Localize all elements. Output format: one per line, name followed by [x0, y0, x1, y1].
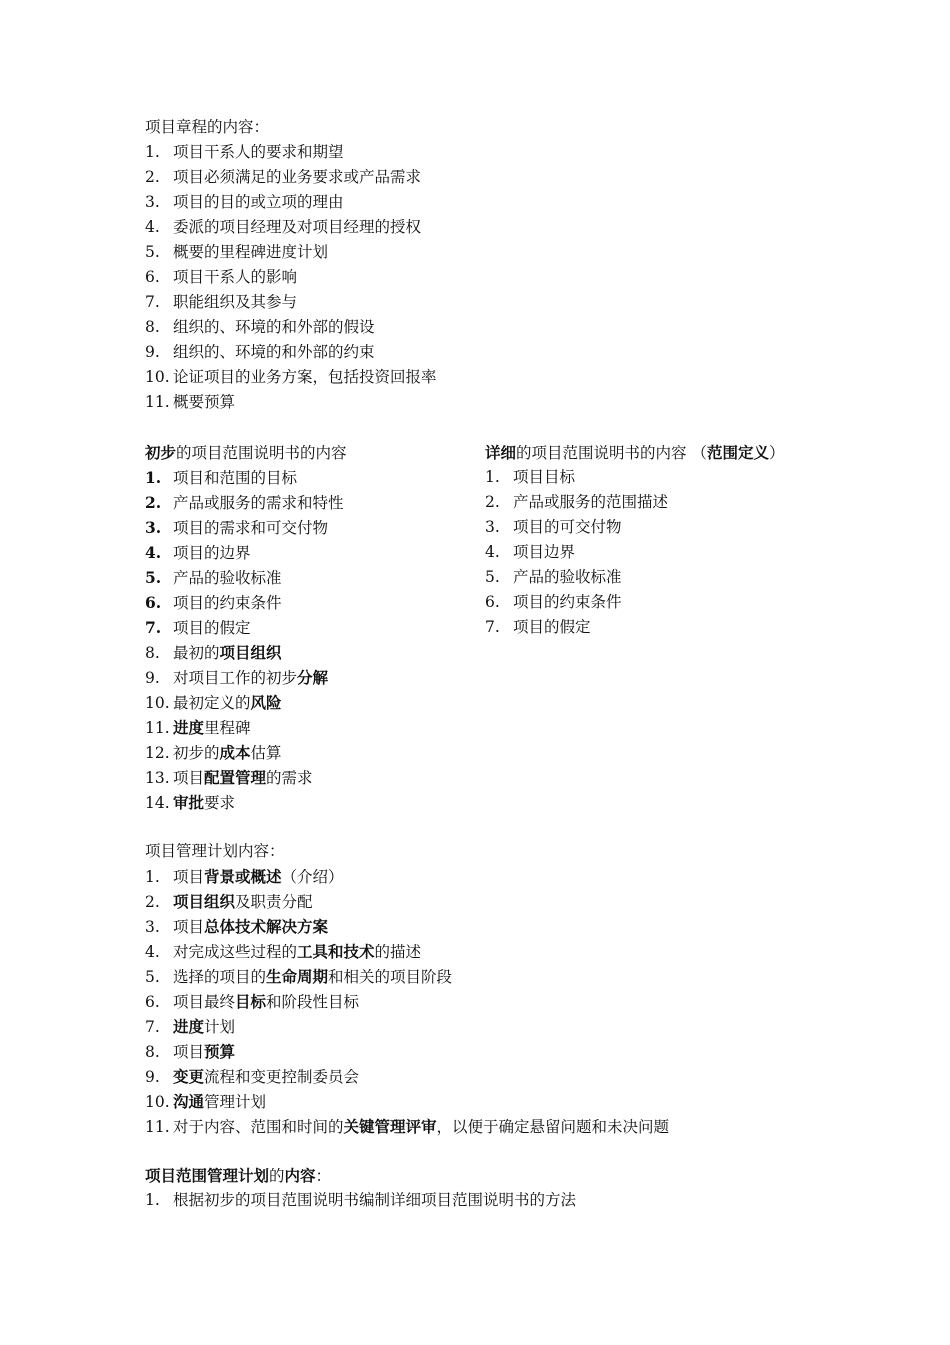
list-item: 2. 产品或服务的需求和特性 [145, 493, 344, 512]
list-item: 4. 项目的边界 [145, 543, 251, 562]
list-item: 6. 项目的约束条件 [485, 593, 622, 611]
list-item: 2. 项目必须满足的业务要求或产品需求 [145, 168, 422, 186]
list-item: 8. 组织的、环境的和外部的假设 [145, 318, 375, 336]
list-item: 1. 项目和范围的目标 [145, 468, 298, 487]
list-item: 1. 项目背景或概述（介绍） [145, 867, 344, 886]
scope-mgmt-list [145, 1188, 576, 1213]
list-item: 7. 进度计划 [145, 1017, 236, 1036]
list-item: 4. 项目边界 [485, 543, 576, 561]
detail-scope-list [485, 465, 784, 640]
list-item: 3. 项目的目的或立项的理由 [145, 193, 344, 211]
list-item: 5. 产品的验收标准 [145, 568, 282, 587]
list-item: 8. 项目预算 [145, 1042, 236, 1061]
list-item: 10. 最初定义的风险 [145, 693, 282, 712]
list-item: 7. 职能组织及其参与 [145, 293, 298, 311]
list-item: 9. 对项目工作的初步分解 [145, 668, 329, 687]
list-item: 4. 对完成这些过程的工具和技术的描述 [145, 942, 422, 961]
pm-plan-section [145, 839, 669, 1139]
list-item: 3. 项目的可交付物 [485, 518, 622, 536]
list-item: 10. 论证项目的业务方案，包括投资回报率 [145, 368, 437, 386]
list-item: 5. 产品的验收标准 [485, 568, 622, 586]
list-item: 11. 进度里程碑 [145, 718, 251, 737]
list-item: 9. 组织的、环境的和外部的约束 [145, 343, 375, 361]
list-item: 10. 沟通管理计划 [145, 1092, 267, 1111]
charter-section [145, 115, 437, 415]
list-item: 1. 根据初步的项目范围说明书编制详细项目范围说明书的方法 [145, 1191, 577, 1209]
list-item: 2. 项目组织及职责分配 [145, 892, 313, 911]
list-item: 11. 对于内容、范围和时间的关键管理评审，以便于确定悬留问题和未决问题 [145, 1117, 670, 1136]
list-item: 2. 产品或服务的范围描述 [485, 493, 669, 511]
list-item: 6. 项目最终目标和阶段性目标 [145, 992, 360, 1011]
list-item: 13. 项目配置管理的需求 [145, 768, 313, 787]
list-item: 1. 项目目标 [485, 468, 576, 486]
scope-mgmt-section [145, 1163, 576, 1213]
list-item: 5. 选择的项目的生命周期和相关的项目阶段 [145, 967, 453, 986]
scope-mgmt-heading: 项目范围管理计划的内容： [145, 1166, 332, 1185]
list-item: 1. 项目干系人的要求和期望 [145, 143, 344, 161]
prelim-scope-heading: 初步的项目范围说明书的内容 [145, 443, 347, 462]
list-item: 4. 委派的项目经理及对项目经理的授权 [145, 218, 422, 236]
list-item: 6. 项目干系人的影响 [145, 268, 298, 286]
list-item: 3. 项目总体技术解决方案 [145, 917, 329, 936]
pm-plan-heading: 项目管理计划内容： [145, 842, 285, 860]
pm-plan-list [145, 864, 669, 1139]
list-item: 6. 项目的约束条件 [145, 593, 282, 612]
list-item: 3. 项目的需求和可交付物 [145, 518, 329, 537]
list-item: 8. 最初的项目组织 [145, 643, 282, 662]
detail-scope-section [485, 440, 784, 640]
charter-list [145, 140, 437, 415]
list-item: 7. 项目的假定 [485, 618, 591, 636]
detail-scope-heading: 详细的项目范围说明书的内容 （范围定义） [485, 443, 785, 462]
list-item: 11. 概要预算 [145, 393, 236, 411]
list-item: 9. 变更流程和变更控制委员会 [145, 1067, 360, 1086]
list-item: 12. 初步的成本估算 [145, 743, 282, 762]
prelim-scope-list [145, 465, 347, 815]
charter-heading: 项目章程的内容： [145, 118, 270, 136]
list-item: 7. 项目的假定 [145, 618, 251, 637]
list-item: 14. 审批要求 [145, 793, 236, 812]
list-item: 5. 概要的里程碑进度计划 [145, 243, 329, 261]
prelim-scope-section [145, 440, 347, 815]
